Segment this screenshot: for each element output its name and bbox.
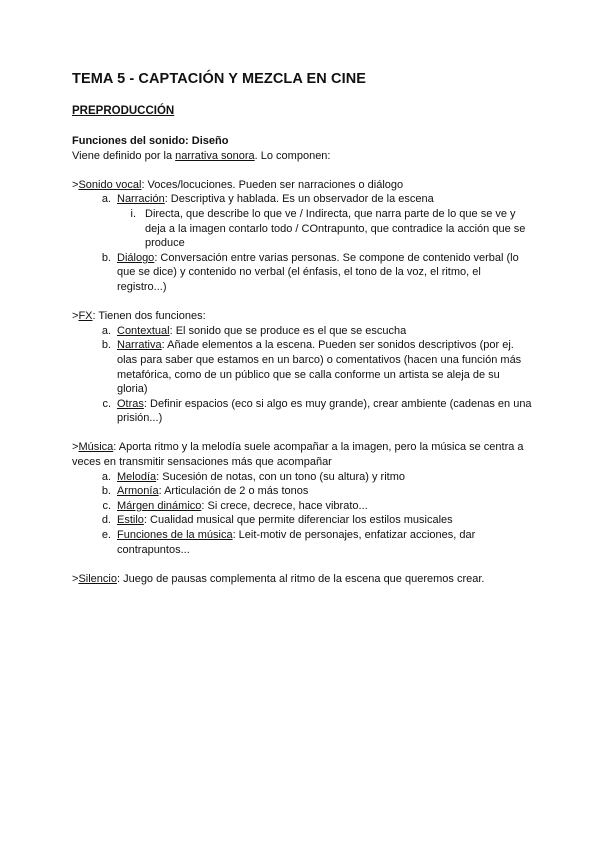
list-item: b. Diálogo: Conversación entre varias personas. Se compone de contenido verbal (lo que se dice) y contenido no verbal (el énfasis, el tono de la voz, el ritmo, el registro...): [101, 251, 519, 293]
narrativa-sonora-term: narrativa sonora: [175, 149, 255, 162]
fx-term: FX: [78, 310, 93, 323]
sonido-vocal-paragraph: >Sonido vocal: Voces/locuciones. Pueden ser narraciones o diálogo: [72, 178, 404, 191]
list-item: a. Narración: Descriptiva y hablada. Es un observador de la escena: [101, 193, 434, 206]
subheading: Funciones del sonido: Diseño: [72, 135, 229, 147]
list-item: c. Otras: Definir espacios (eco si algo es muy grande), crear ambiente (cadenas en una prisión...): [102, 397, 532, 425]
sonido-vocal-list: [72, 192, 532, 294]
fx-paragraph: >FX: Tienen dos funciones:: [72, 310, 206, 323]
intro-paragraph: Viene definido por la narrativa sonora. Lo componen:: [72, 149, 331, 162]
list-item: b. Armonía: Articulación de 2 o más tonos: [101, 485, 309, 498]
list-item: b. Narrativa: Añade elementos a la escena. Pueden ser sonidos descriptivos (por ej. olas para saber que estamos en un barco) o comentativos (hacen una función más metafórica, como de un público que se calla conforme un artista se aleja de su gloria): [101, 339, 522, 396]
document-title: TEMA 5 - CAPTACIÓN Y MEZCLA EN CINE: [72, 71, 367, 87]
list-item: a. Melodía: Sucesión de notas, con un tono (su altura) y ritmo: [101, 470, 405, 483]
document-body: [72, 134, 532, 586]
sonido-vocal-term: Sonido vocal: [78, 178, 142, 191]
list-item: e. Funciones de la música: Leit-motiv de personajes, enfatizar acciones, dar contrapuntos...: [101, 529, 476, 556]
section-heading: PREPRODUCCIÓN: [72, 105, 175, 117]
silencio-term: Silencio: [78, 572, 117, 585]
musica-paragraph: >Música: Aporta ritmo y la melodía suele acompañar a la imagen, pero la música se centra a veces en transmitir sensaciones más que acompañar: [72, 441, 524, 469]
list-item: c. Márgen dinámico: Si crece, decrece, hace vibrato...: [102, 499, 368, 512]
list-subitem: i. Directa, que describe lo que ve / Indirecta, que narra parte de lo que se ve y deja a la imagen contarlo todo / COntrapunto, que contradice la acción que se produce: [130, 207, 526, 250]
list-item: a. Contextual: El sonido que se produce es el que se escucha: [101, 324, 407, 337]
musica-term: Música: [78, 441, 114, 454]
silencio-paragraph: >Silencio: Juego de pausas complementa al ritmo de la escena que queremos crear.: [72, 572, 485, 585]
musica-list: [72, 470, 532, 558]
list-item: d. Estilo: Cualidad musical que permite diferenciar los estilos musicales: [101, 514, 453, 527]
fx-list: [72, 324, 532, 426]
